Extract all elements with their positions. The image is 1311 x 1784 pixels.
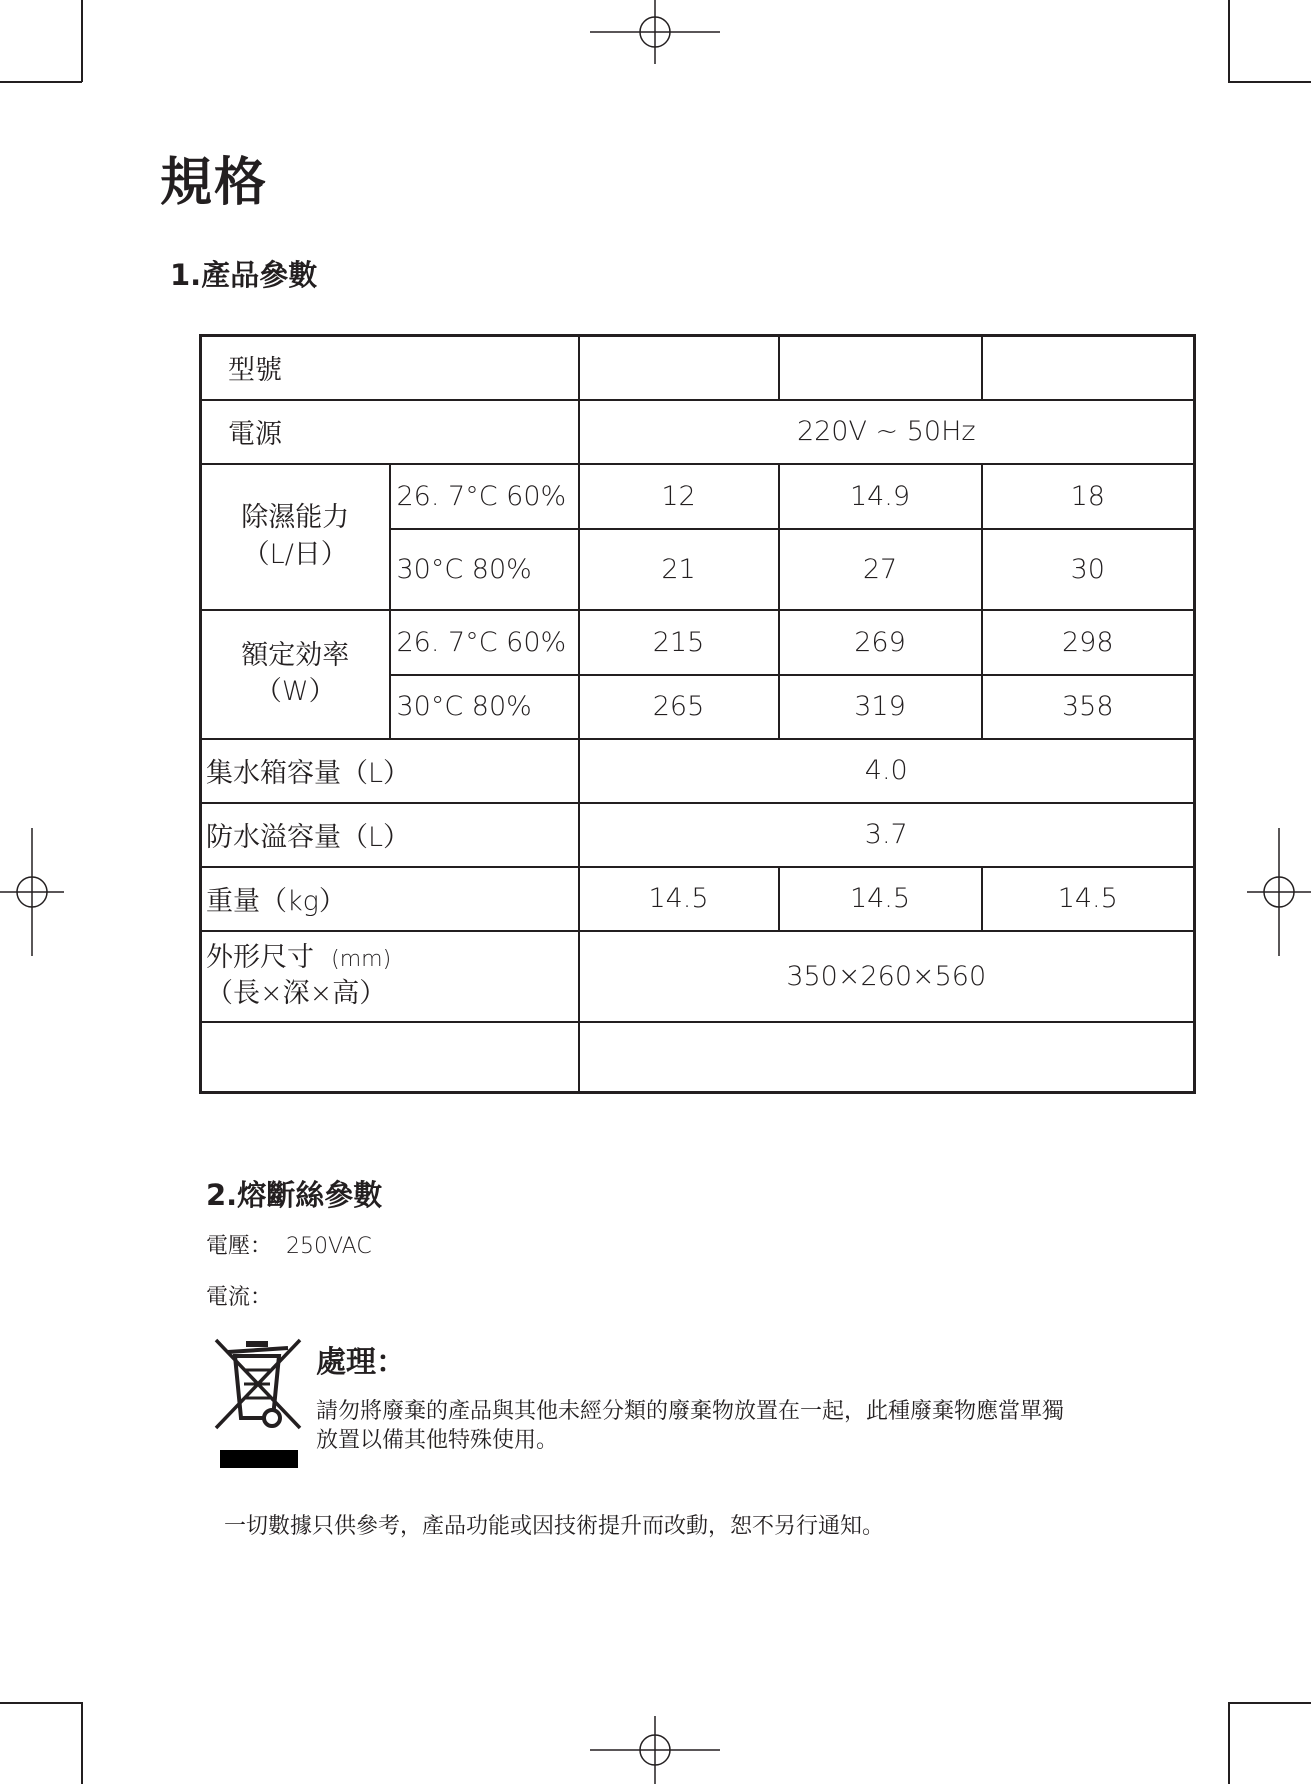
condition-a: 26. 7°C 60% [390, 464, 579, 529]
model-cell [779, 336, 982, 400]
dehumidify-b-1: 21 [579, 529, 779, 610]
rated-a-2: 269 [779, 610, 982, 675]
overflow-value: 3.7 [579, 803, 1195, 867]
dehumidify-b-2: 27 [779, 529, 982, 610]
disposal-title: 處理： [316, 1345, 406, 1380]
size-label [201, 931, 579, 1022]
crop-mark [0, 1702, 82, 1704]
fuse-voltage [206, 1229, 372, 1260]
power-label: 電源 [201, 400, 579, 464]
dehumidify-label-line2: （L/日） [242, 538, 348, 570]
weee-bar [220, 1450, 298, 1468]
empty-cell [201, 1022, 579, 1093]
spec-table [199, 334, 1196, 1094]
disposal-body: 請勿將廢棄的產品與其他未經分類的廢棄物放置在一起，此種廢棄物應當單獨放置以備其他特殊使用。 [316, 1399, 1065, 1453]
rated-power-label-line1: 額定効率 [241, 639, 350, 671]
table-row [201, 803, 1195, 867]
crop-mark [1228, 81, 1311, 83]
crop-mark [0, 81, 82, 83]
registration-mark-top [590, 0, 720, 64]
section-heading-product-params: 1.產品參數 [170, 258, 318, 292]
current-label: 電流： [206, 1285, 273, 1310]
tank-value: 4.0 [579, 739, 1195, 803]
model-cell [982, 336, 1195, 400]
model-cell [579, 336, 779, 400]
voltage-label: 電壓： [206, 1234, 273, 1259]
overflow-label: 防水溢容量（L） [201, 803, 579, 867]
dehumidify-a-1: 12 [579, 464, 779, 529]
dehumidify-label [201, 464, 390, 610]
registration-mark-right [1247, 828, 1311, 956]
table-row [201, 464, 1195, 529]
crop-mark [1228, 1702, 1230, 1784]
rated-power-label [201, 610, 390, 739]
rated-b-2: 319 [779, 675, 982, 739]
crop-mark [81, 0, 83, 82]
rated-a-1: 215 [579, 610, 779, 675]
table-row [201, 867, 1195, 931]
power-value: 220V ~ 50Hz [579, 400, 1195, 464]
condition-a: 26. 7°C 60% [390, 610, 579, 675]
condition-b: 30°C 80% [390, 675, 579, 739]
crop-mark [1228, 1702, 1311, 1704]
table-row [201, 400, 1195, 464]
footnote: 一切數據只供參考，產品功能或因技術提升而改動，恕不另行通知。 [224, 1514, 885, 1539]
tank-label: 集水箱容量（L） [201, 739, 579, 803]
model-label: 型號 [201, 336, 579, 400]
size-value: 350×260×560 [579, 931, 1195, 1022]
size-label-line2: （長×深×高） [206, 978, 387, 1009]
rated-a-3: 298 [982, 610, 1195, 675]
page-title: 規格 [160, 153, 269, 213]
section-heading-fuse-params: 2.熔斷絲參數 [206, 1178, 383, 1212]
weight-1: 14.5 [579, 867, 779, 931]
weight-3: 14.5 [982, 867, 1195, 931]
table-row [201, 931, 1195, 1022]
registration-mark-left [0, 828, 64, 956]
size-label-line1: 外形尺寸 [206, 941, 314, 973]
weee-crossed-bin-icon [210, 1334, 306, 1434]
empty-cell [579, 1022, 1195, 1093]
dehumidify-label-line1: 除濕能力 [241, 502, 350, 534]
weight-2: 14.5 [779, 867, 982, 931]
registration-mark-bottom [590, 1716, 720, 1784]
rated-power-label-line2: （W） [254, 676, 336, 707]
table-row [201, 336, 1195, 400]
crop-mark [1228, 0, 1230, 82]
dehumidify-b-3: 30 [982, 529, 1195, 610]
table-row [201, 1022, 1195, 1093]
rated-b-3: 358 [982, 675, 1195, 739]
condition-b: 30°C 80% [390, 529, 579, 610]
weight-label: 重量（kg） [201, 867, 579, 931]
fuse-current [206, 1280, 272, 1311]
rated-b-1: 265 [579, 675, 779, 739]
voltage-value: 250VAC [286, 1234, 372, 1259]
dehumidify-a-2: 14.9 [779, 464, 982, 529]
dehumidify-a-3: 18 [982, 464, 1195, 529]
table-row [201, 739, 1195, 803]
size-unit: (mm) [331, 946, 392, 972]
crop-mark [81, 1702, 83, 1784]
table-row [201, 610, 1195, 675]
